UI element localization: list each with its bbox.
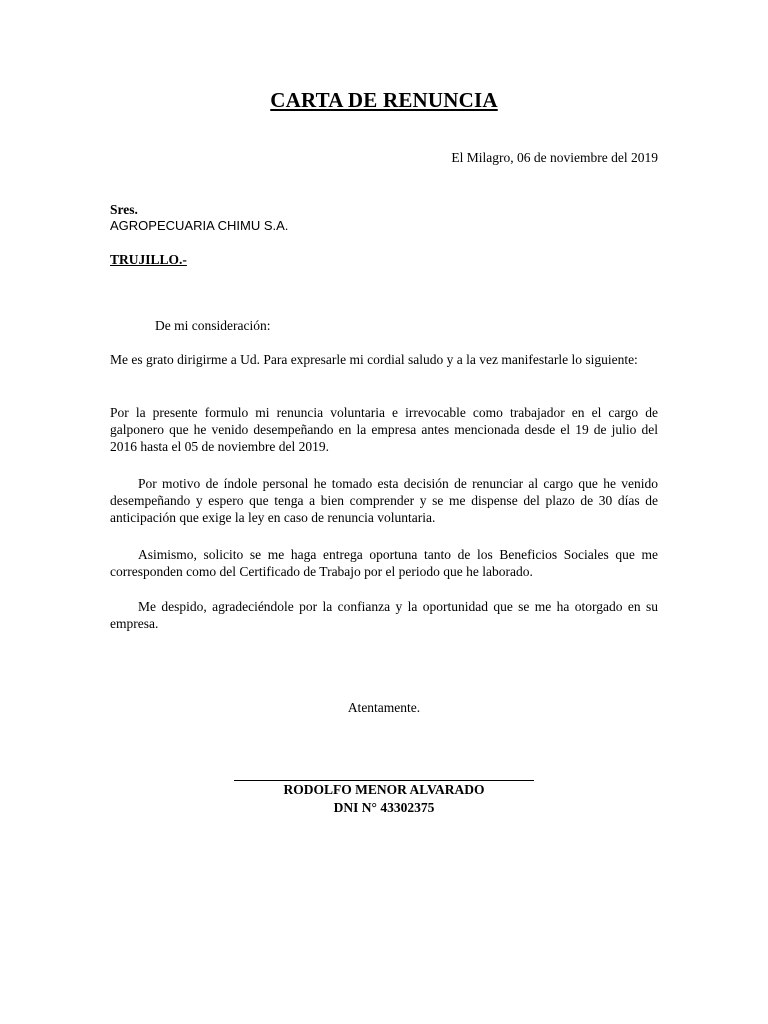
date-line: El Milagro, 06 de noviembre del 2019 xyxy=(451,150,658,165)
recipient-city: TRUJILLO.- xyxy=(110,252,187,267)
body-paragraph-reason: Por motivo de índole personal he tomado esta decisión de renunciar al cargo que he venido desempeñando y espero que tenga a bien comprender y se me dispense del plazo de 30 días de anticipación que exige la ley en caso de renuncia voluntaria. xyxy=(110,476,658,525)
body-paragraph-intro: Me es grato dirigirme a Ud. Para expresarle mi cordial saludo y a la vez manifestarle lo siguiente: xyxy=(110,352,638,367)
body-paragraph-benefits: Asimismo, solicito se me haga entrega oportuna tanto de los Beneficios Sociales que me corresponden como del Certificado de Trabajo por el periodo que he laborado. xyxy=(110,547,658,579)
signer-name: RODOLFO MENOR ALVARADO xyxy=(283,782,485,797)
recipient-company: AGROPECUARIA CHIMU S.A. xyxy=(110,218,289,233)
body-paragraph-resignation: Por la presente formulo mi renuncia voluntaria e irrevocable como trabajador en el cargo de galponero que he venido desempeñando en la empresa antes mencionada desde el 19 de julio del 2016 hasta el 05 de noviembre del 2019. xyxy=(110,405,658,454)
recipient-salutation: Sres. xyxy=(110,202,138,217)
signature-line xyxy=(234,780,534,781)
closing: Atentamente. xyxy=(347,700,421,715)
body-paragraph-farewell: Me despido, agradeciéndole por la confianza y la oportunidad que se me ha otorgado en su empresa. xyxy=(110,599,658,631)
greeting: De mi consideración: xyxy=(155,318,271,333)
document-title: CARTA DE RENUNCIA xyxy=(270,88,498,112)
signer-id: DNI N° 43302375 xyxy=(333,800,435,815)
